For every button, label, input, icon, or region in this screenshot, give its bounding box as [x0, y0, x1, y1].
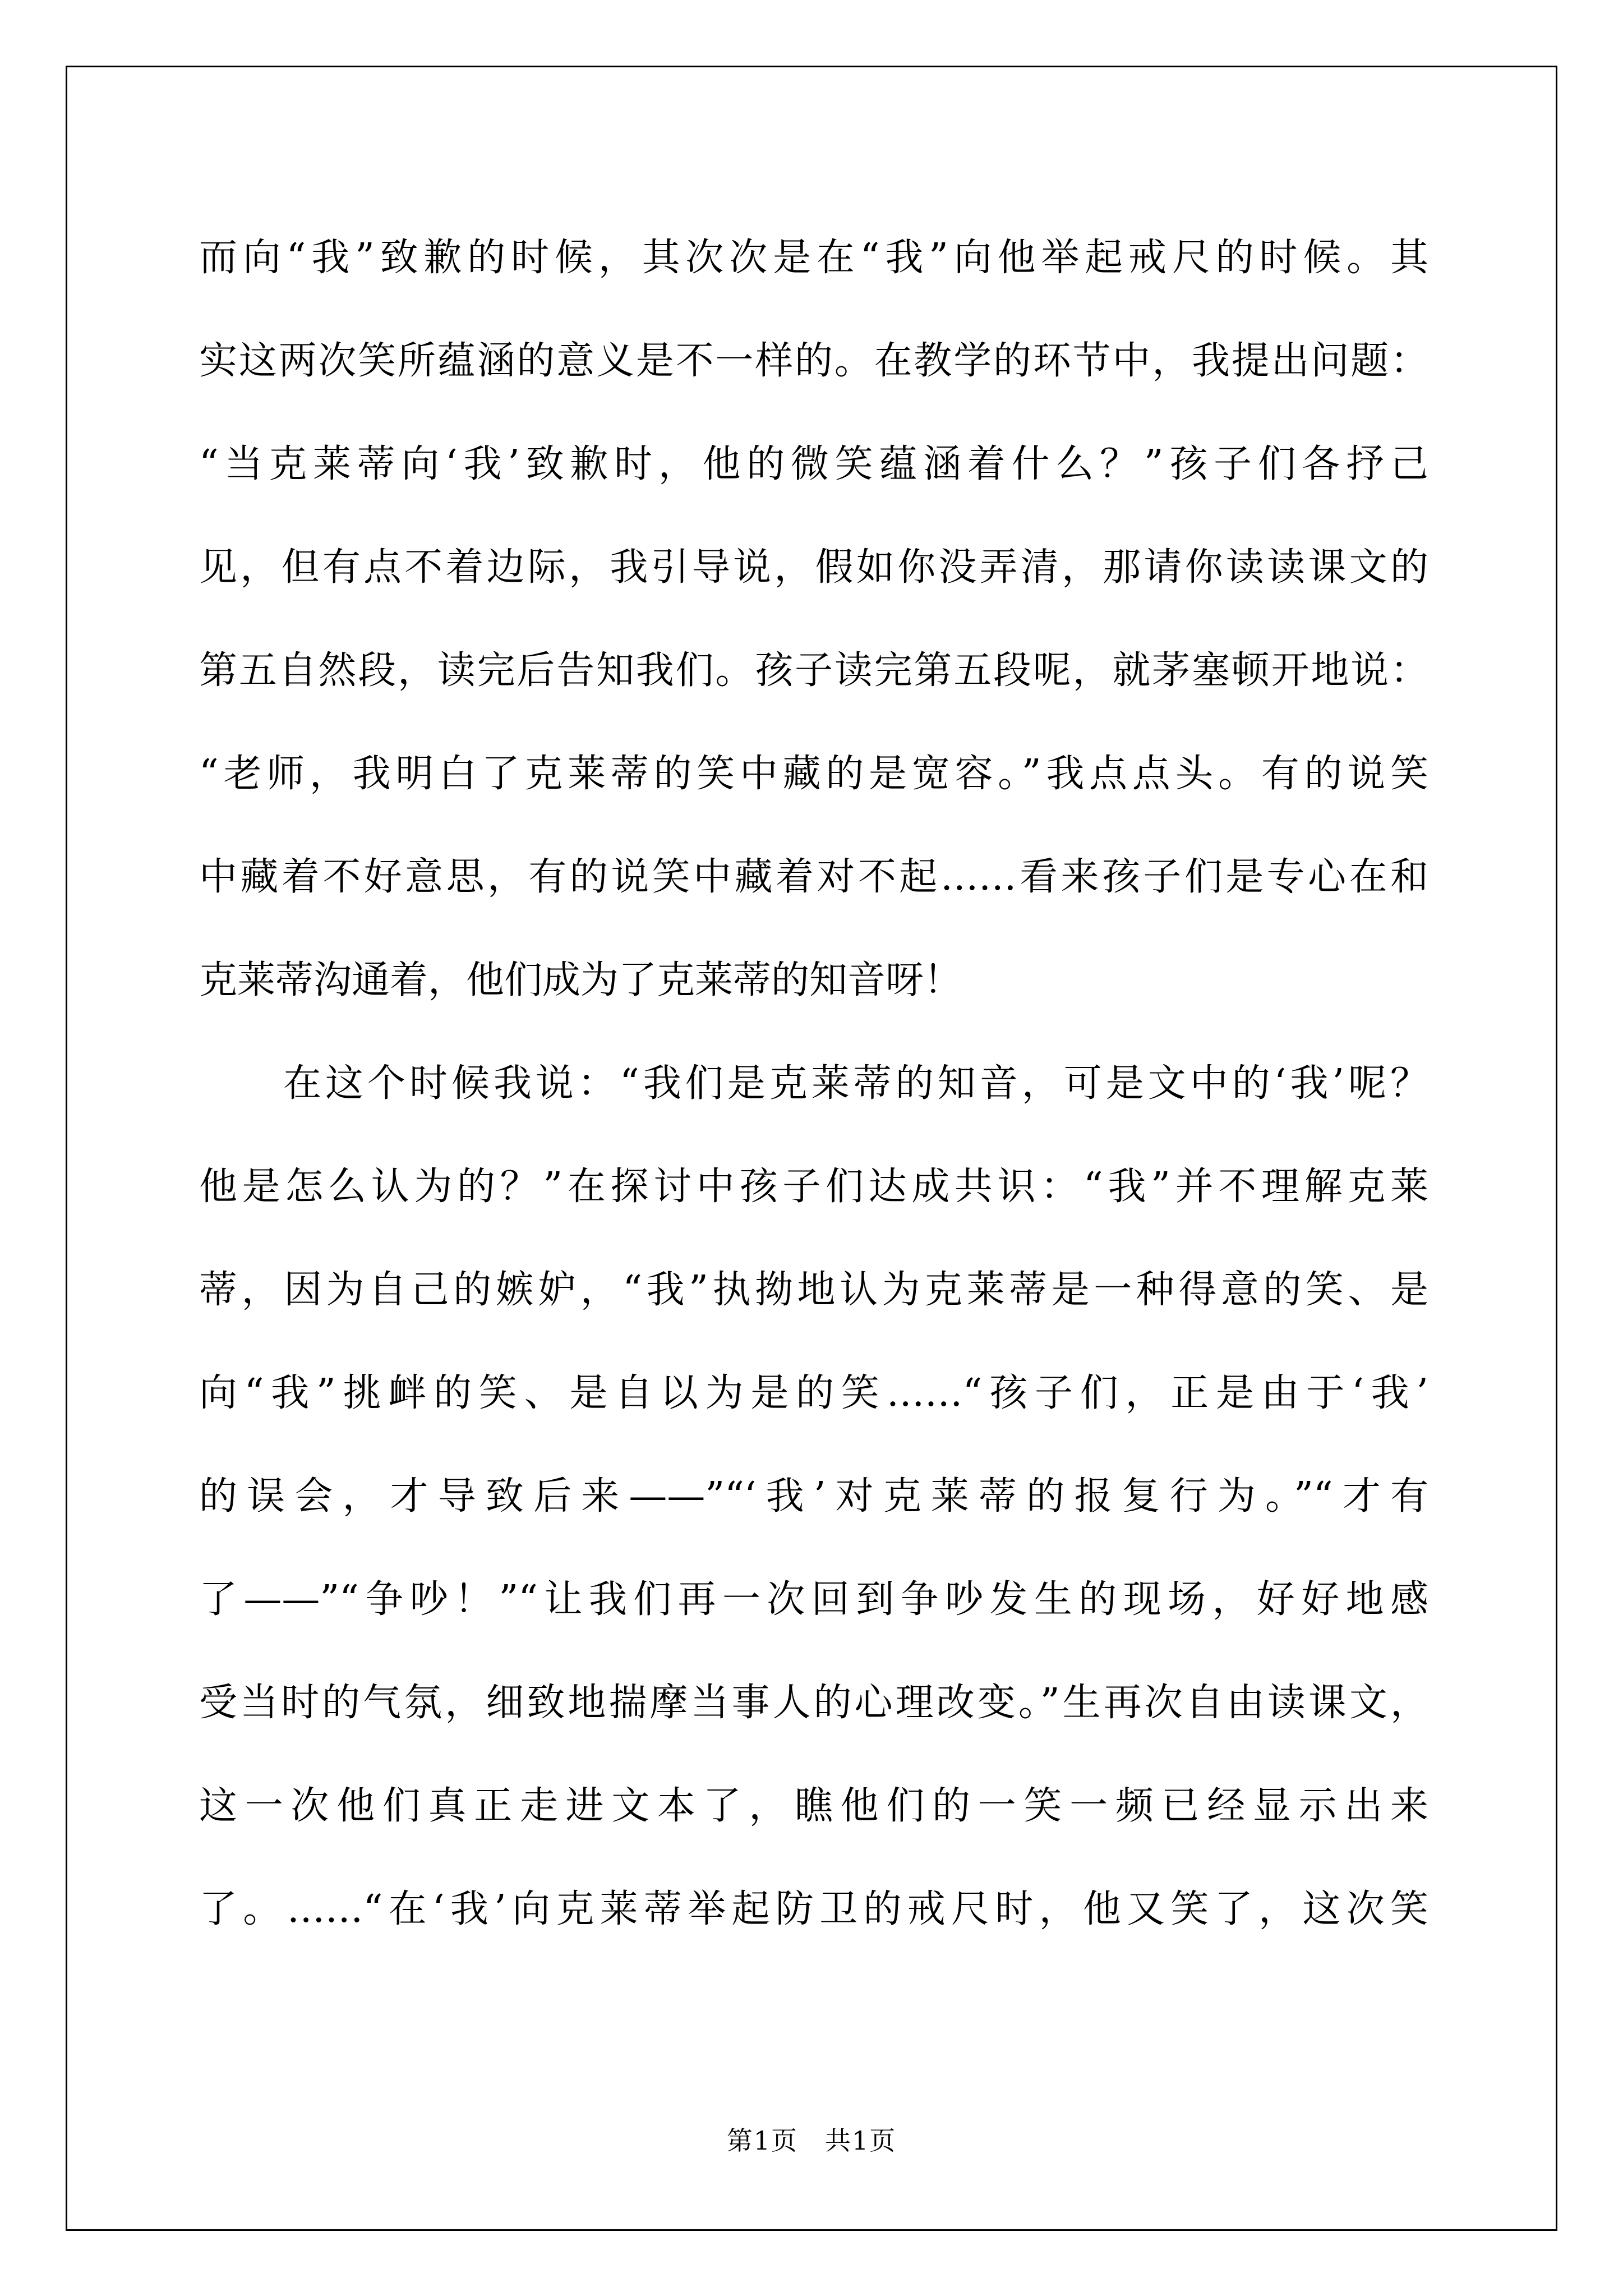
text-line: 而向“我”致歉的时候，其次次是在“我”向他举起戒尺的时候。其 [199, 236, 1428, 280]
text-line: 了——”“争吵！”“让我们再一次回到争吵发生的现场，好好地感 [199, 1577, 1428, 1622]
text-line: 的误会，才导致后来——”“‘我’对克莱蒂的报复行为。”“才有 [199, 1474, 1428, 1519]
text-line: 这一次他们真正走进文本了，瞧他们的一笑一频已经显示出来 [199, 1784, 1428, 1828]
text-line: 了。……“在‘我’向克莱蒂举起防卫的戒尺时，他又笑了，这次笑 [199, 1887, 1428, 1931]
document-body [199, 206, 1428, 1961]
text-line: 第五自然段，读完后告知我们。孩子读完第五段呢，就茅塞顿开地说： [199, 648, 1428, 693]
text-line: 见，但有点不着边际，我引导说，假如你没弄清，那请你读读课文的 [199, 545, 1428, 590]
page-number: 第1页 共1页 [726, 2125, 897, 2156]
text-line: “当克莱蒂向‘我’致歉时，他的微笑蕴涵着什么？”孩子们各抒己 [199, 442, 1428, 486]
text-line: “老师，我明白了克莱蒂的笑中藏的是宽容。”我点点头。有的说笑 [199, 752, 1428, 796]
text-line: 克莱蒂沟通着，他们成为了克莱蒂的知音呀！ [199, 958, 962, 1002]
page-footer [0, 2120, 1623, 2157]
text-line: 他是怎么认为的？”在探讨中孩子们达成共识：“我”并不理解克莱 [199, 1165, 1428, 1209]
text-line: 受当时的气氛，细致地揣摩当事人的心理改变。”生再次自由读课文， [199, 1681, 1428, 1725]
text-line: 向“我”挑衅的笑、是自以为是的笑……“孩子们，正是由于‘我’ [199, 1371, 1428, 1415]
text-line: 蒂，因为自己的嫉妒，“我”执拗地认为克莱蒂是一种得意的笑、是 [199, 1268, 1428, 1312]
text-line: 实这两次笑所蕴涵的意义是不一样的。在教学的环节中，我提出问题： [199, 339, 1428, 383]
text-line: 在这个时候我说：“我们是克莱蒂的知音，可是文中的‘我’呢？ [199, 1061, 1428, 1106]
text-line: 中藏着不好意思，有的说笑中藏着对不起……看来孩子们是专心在和 [199, 855, 1428, 899]
